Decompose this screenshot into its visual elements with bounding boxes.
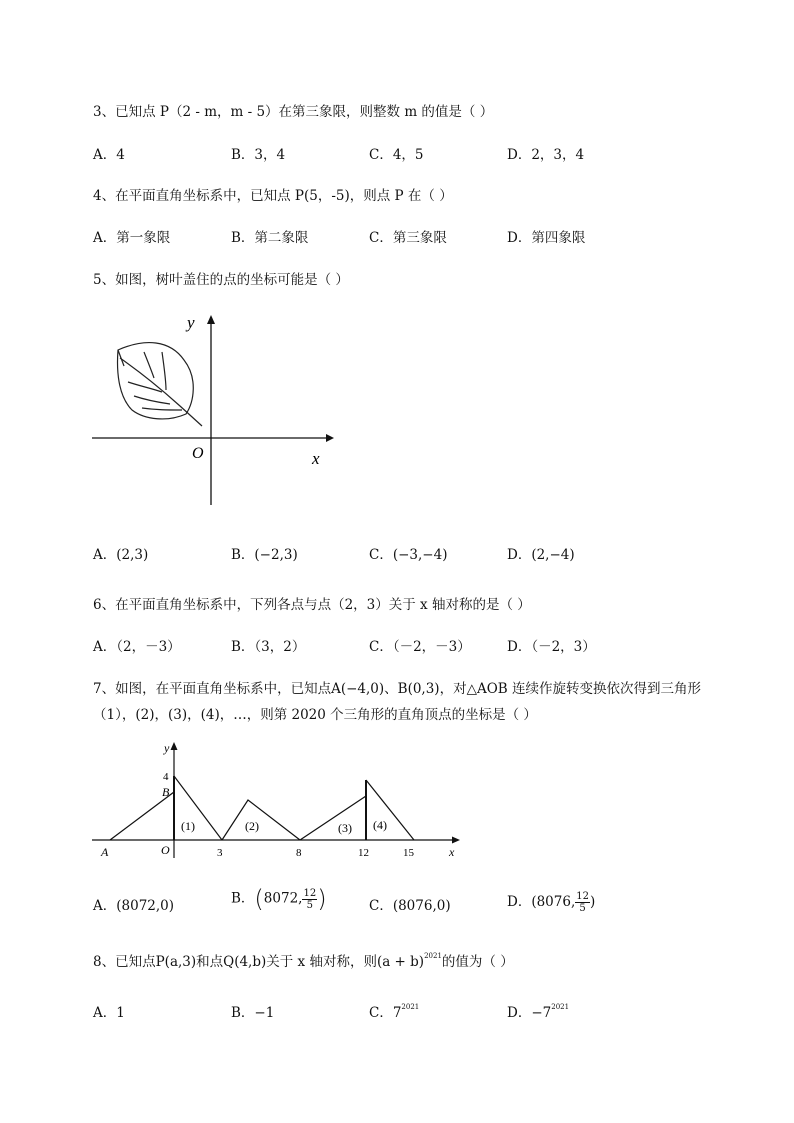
tick-8-label: 8	[296, 847, 302, 859]
leaf-drawing	[118, 343, 202, 426]
close-paren: )	[317, 885, 327, 913]
q3-option-c: C．4，5	[369, 147, 424, 163]
q7-option-d	[507, 890, 595, 914]
q3-option-a: A．4	[93, 147, 125, 163]
open-paren: (	[254, 885, 264, 913]
q8-option-a: A．1	[93, 1005, 125, 1021]
tick-15-label: 15	[403, 847, 414, 859]
q6-option-b: B．（3，2）	[231, 639, 306, 655]
q6-stem: 6、在平面直角坐标系中，下列各点与点（2，3）关于 x 轴对称的是（ ）	[93, 597, 531, 613]
q7-option-c: C．(8076,0)	[369, 898, 451, 914]
tick-4-label: 4	[163, 771, 169, 783]
q8-option-c-base: C．7	[369, 1005, 402, 1021]
q7-option-b	[231, 885, 327, 913]
origin-label: O	[192, 445, 204, 462]
q7-stem-line1: 7、如图，在平面直角坐标系中，已知点A(−4,0)、B(0,3)，对△AOB 连续作旋转变换依次得到三角形	[93, 681, 701, 697]
q6-option-c: C．（－2，－3）	[369, 639, 471, 655]
q7-option-d-fraction	[575, 891, 590, 914]
q7-option-d-whole: (8076,	[531, 894, 576, 910]
q6-option-d: D．（－2，3）	[507, 639, 596, 655]
q7-option-b-fraction	[302, 888, 317, 911]
y-axis-arrow	[171, 742, 178, 750]
q8-stem	[93, 950, 514, 970]
triangles	[110, 776, 414, 840]
q4-option-d: D．第四象限	[507, 230, 586, 246]
q8-option-c	[369, 1001, 419, 1021]
y-axis-label: y	[187, 313, 195, 332]
q7-option-a: A．(8072,0)	[93, 898, 175, 914]
triangle-aob	[110, 792, 174, 840]
q7-stem-line2: （1），(2)，(3)，(4)，…，则第 2020 个三角形的直角顶点的坐标是（ ）	[93, 707, 537, 723]
q5-option-d: D．(2,−4)	[507, 547, 575, 563]
q8-stem-before: 8、已知点P(a,3)和点Q(4,b)关于 x 轴对称，则(a + b)	[93, 954, 425, 970]
triangle-1-label: (1)	[181, 819, 195, 833]
origin-label: O	[161, 843, 170, 857]
q5-option-c: C．(−3,−4)	[369, 547, 448, 563]
q8-stem-exponent: 2021	[424, 952, 442, 960]
triangle-4-label: (4)	[373, 818, 387, 832]
q7-rotation-figure	[90, 738, 470, 864]
q5-stem: 5、如图，树叶盖住的点的坐标可能是（ ）	[93, 272, 349, 288]
y-axis-arrow	[207, 315, 215, 324]
q7-option-b-prefix: B．	[231, 890, 255, 907]
q7-option-b-whole: 8072,	[263, 890, 303, 907]
denominator: 5	[306, 899, 313, 911]
q8-option-d-exponent: 2021	[551, 1003, 570, 1011]
q4-option-a: A．第一象限	[93, 230, 171, 246]
q6-option-a: A．（2，－3）	[93, 639, 181, 655]
q7-option-d-prefix: D．	[507, 894, 532, 910]
q5-option-a: A．(2,3)	[93, 547, 149, 563]
numerator: 12	[576, 891, 589, 902]
q5-option-b: B．(−2,3)	[231, 547, 298, 563]
q8-option-d	[507, 1001, 569, 1021]
triangle-3-label: (3)	[338, 821, 352, 835]
q4-stem: 4、在平面直角坐标系中，已知点 P(5，-5)，则点 P 在（ ）	[93, 188, 453, 204]
x-axis-label: x	[312, 449, 320, 468]
point-a-label: A	[101, 845, 109, 859]
triangle-3	[300, 796, 366, 840]
q4-option-b: B．第二象限	[231, 230, 309, 246]
q8-option-c-exponent: 2021	[401, 1003, 420, 1011]
point-b-label: B	[162, 785, 170, 799]
y-axis-label: y	[164, 741, 170, 755]
q8-option-d-base: D．−7	[507, 1005, 552, 1021]
q3-option-b: B．3，4	[231, 147, 286, 163]
numerator: 12	[303, 887, 317, 899]
q4-option-c: C．第三象限	[369, 230, 447, 246]
q3-stem: 3、已知点 P（2 - m，m - 5）在第三象限，则整数 m 的值是（ ）	[93, 104, 494, 120]
triangle-2	[222, 800, 300, 840]
x-axis-arrow	[452, 837, 460, 844]
tick-12-label: 12	[358, 847, 369, 859]
q8-option-b: B．−1	[231, 1005, 275, 1021]
x-axis-label: x	[449, 845, 455, 859]
x-axis-arrow	[326, 434, 334, 442]
q5-leaf-figure	[90, 310, 335, 510]
denominator: 5	[579, 903, 586, 914]
triangle-2-label: (2)	[245, 819, 259, 833]
q3-option-d: D．2，3，4	[507, 147, 585, 163]
q7-option-d-close: )	[589, 894, 596, 910]
tick-3-label: 3	[217, 847, 223, 859]
q8-stem-after: 的值为（ ）	[441, 954, 514, 970]
